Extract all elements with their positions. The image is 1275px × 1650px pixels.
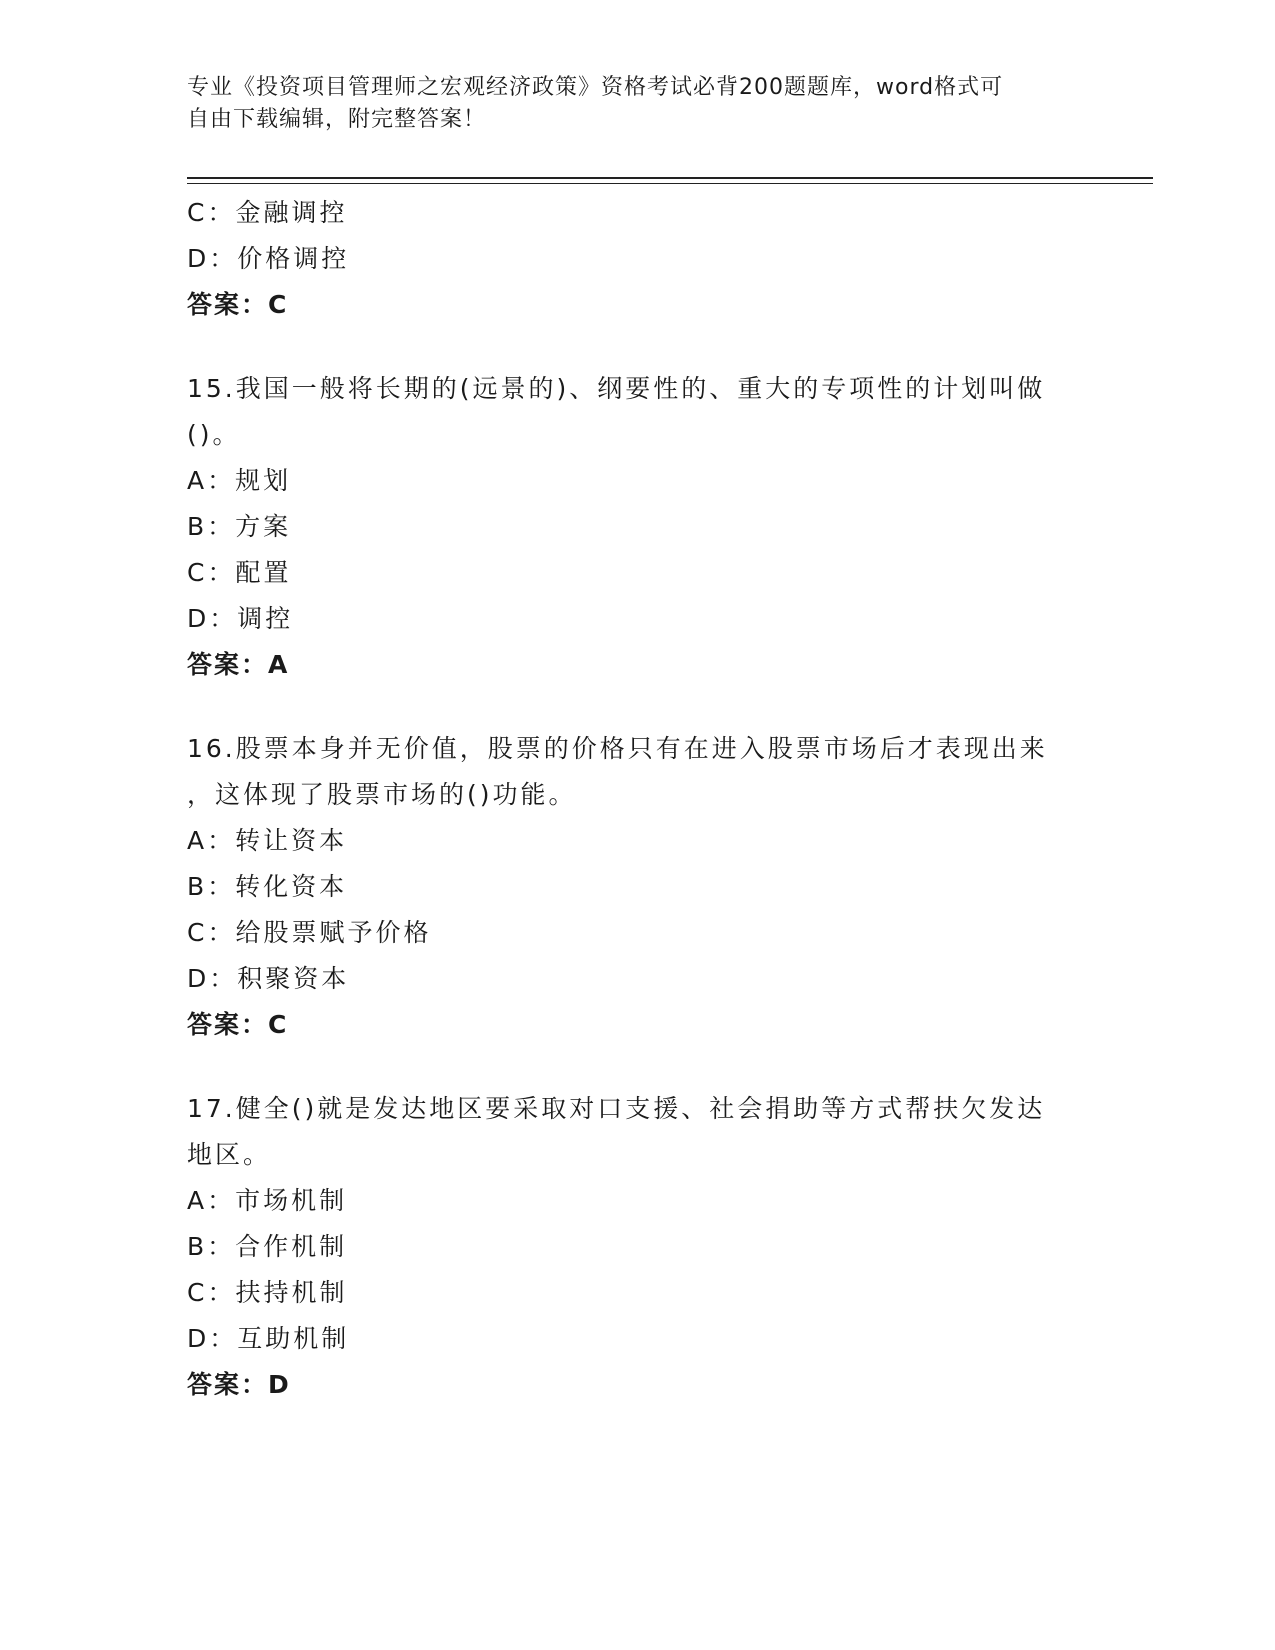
question-text-line-1: 17.健全()就是发达地区要采取对口支援、社会捐助等方式帮扶欠发达 [187, 1094, 1046, 1123]
option-b: B：方案 [187, 512, 292, 541]
header-line-1: 专业《投资项目管理师之宏观经济政策》资格考试必背200题题库，word格式可 [187, 75, 1004, 100]
option-a: A：市场机制 [187, 1186, 348, 1215]
option-d: D：价格调控 [187, 244, 350, 273]
answer-line: 答案：C [187, 290, 289, 319]
option-c: C：金融调控 [187, 198, 348, 227]
header-divider-thin [187, 183, 1153, 184]
answer-line: 答案：A [187, 650, 290, 679]
answer-line: 答案：C [187, 1010, 289, 1039]
header-line-2: 自由下载编辑，附完整答案！ [187, 107, 487, 132]
question-text-line-1: 15.我国一般将长期的(远景的)、纲要性的、重大的专项性的计划叫做 [187, 374, 1046, 403]
option-c: C：扶持机制 [187, 1278, 348, 1307]
question-list [187, 190, 1087, 1408]
option-d: D：积聚资本 [187, 964, 350, 993]
question-text-line-1: 16.股票本身并无价值，股票的价格只有在进入股票市场后才表现出来 [187, 734, 1048, 763]
answer-line: 答案：D [187, 1370, 291, 1399]
option-b: B：合作机制 [187, 1232, 348, 1261]
option-a: A：规划 [187, 466, 292, 495]
question-text-line-2: 地区。 [187, 1140, 272, 1169]
header-divider-thick [187, 177, 1153, 179]
option-b: B：转化资本 [187, 872, 348, 901]
page-header [187, 72, 1087, 136]
question-text-line-2: ，这体现了股票市场的()功能。 [187, 780, 577, 809]
question-14-continued [187, 190, 1087, 328]
option-c: C：配置 [187, 558, 292, 587]
question-text-line-2: ()。 [187, 420, 241, 449]
option-c: C：给股票赋予价格 [187, 918, 432, 947]
question-16 [187, 726, 1087, 1048]
option-d: D：互助机制 [187, 1324, 350, 1353]
question-15 [187, 366, 1087, 688]
question-17 [187, 1086, 1087, 1408]
option-d: D：调控 [187, 604, 294, 633]
option-a: A：转让资本 [187, 826, 348, 855]
